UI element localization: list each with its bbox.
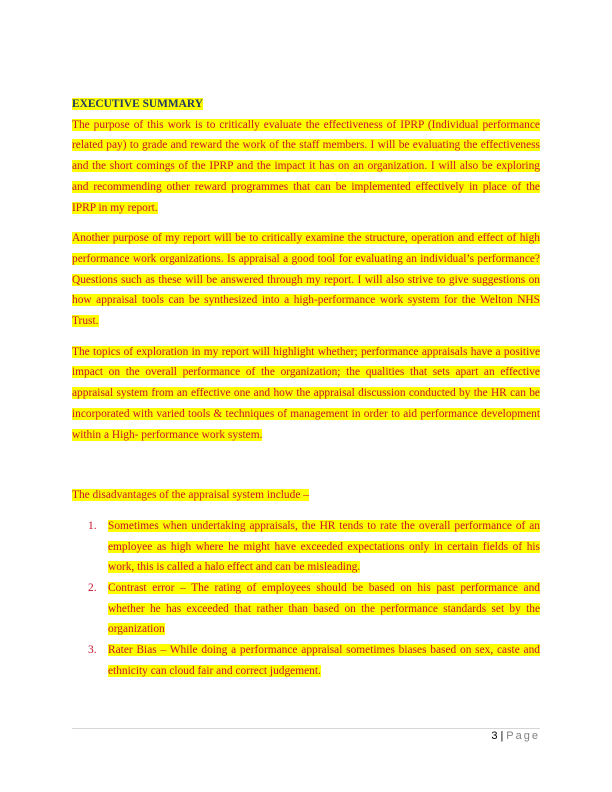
list-item bbox=[72, 640, 540, 681]
spacer bbox=[72, 455, 540, 485]
page-label: Page bbox=[506, 730, 540, 742]
list-item-number: 1. bbox=[88, 519, 97, 532]
list-intro: The disadvantages of the appraisal system include – bbox=[72, 489, 309, 502]
footer-separator: | bbox=[500, 730, 504, 742]
summary-paragraph-2: Another purpose of my report will be to critically examine the structure, operation and effect of high performance work organizations. Is appraisal a good tool for evaluating an individual’s performance? Questions such as these will be answered through my report. I will also strive to give suggestions on how appraisal tools can be synthesized into a high-performance work system for the Welton NHS Trust. bbox=[72, 232, 540, 328]
list-item-number: 2. bbox=[88, 582, 97, 595]
page-number: 3 bbox=[491, 730, 498, 742]
list-item-text: Rater Bias – While doing a performance appraisal sometimes biases based on sex, caste and ethnicity can cloud fair and correct judgement. bbox=[108, 644, 540, 677]
list-item bbox=[72, 578, 540, 640]
list-item-number: 3. bbox=[88, 644, 97, 657]
section-heading: EXECUTIVE SUMMARY bbox=[72, 98, 203, 110]
list-item bbox=[72, 516, 540, 578]
footer-divider bbox=[72, 728, 540, 729]
summary-paragraph-1: The purpose of this work is to critically evaluate the effectiveness of IPRP (Individual performance related pay) to grade and reward the work of the staff members. I will be evaluating the effectiveness and the short comings of the IPRP and the impact it has on an organization. I will also be exploring and recommending other reward programmes that can be implemented effectively in place of the IPRP in my report. bbox=[72, 118, 540, 214]
list-item-text: Contrast error – The rating of employees should be based on his past performance and whether he has exceeded that rather than based on the performance standards set by the organization bbox=[108, 582, 540, 636]
page-footer bbox=[491, 730, 540, 742]
summary-paragraph-3: The topics of exploration in my report will highlight whether; performance appraisals have a positive impact on the overall performance of the organization; the qualities that sets apart an effective appraisal system from an effective one and how the appraisal discussion conducted by the HR can be incorporated with varied tools & techniques of management in order to aid performance development within a High- performance work system. bbox=[72, 345, 540, 441]
disadvantages-list bbox=[72, 516, 540, 682]
page-content bbox=[72, 94, 540, 682]
list-item-text: Sometimes when undertaking appraisals, the HR tends to rate the overall performance of an employee as high where he might have exceeded expectations only in certain fields of his work, this is called a halo effect and can be misleading. bbox=[108, 519, 540, 574]
